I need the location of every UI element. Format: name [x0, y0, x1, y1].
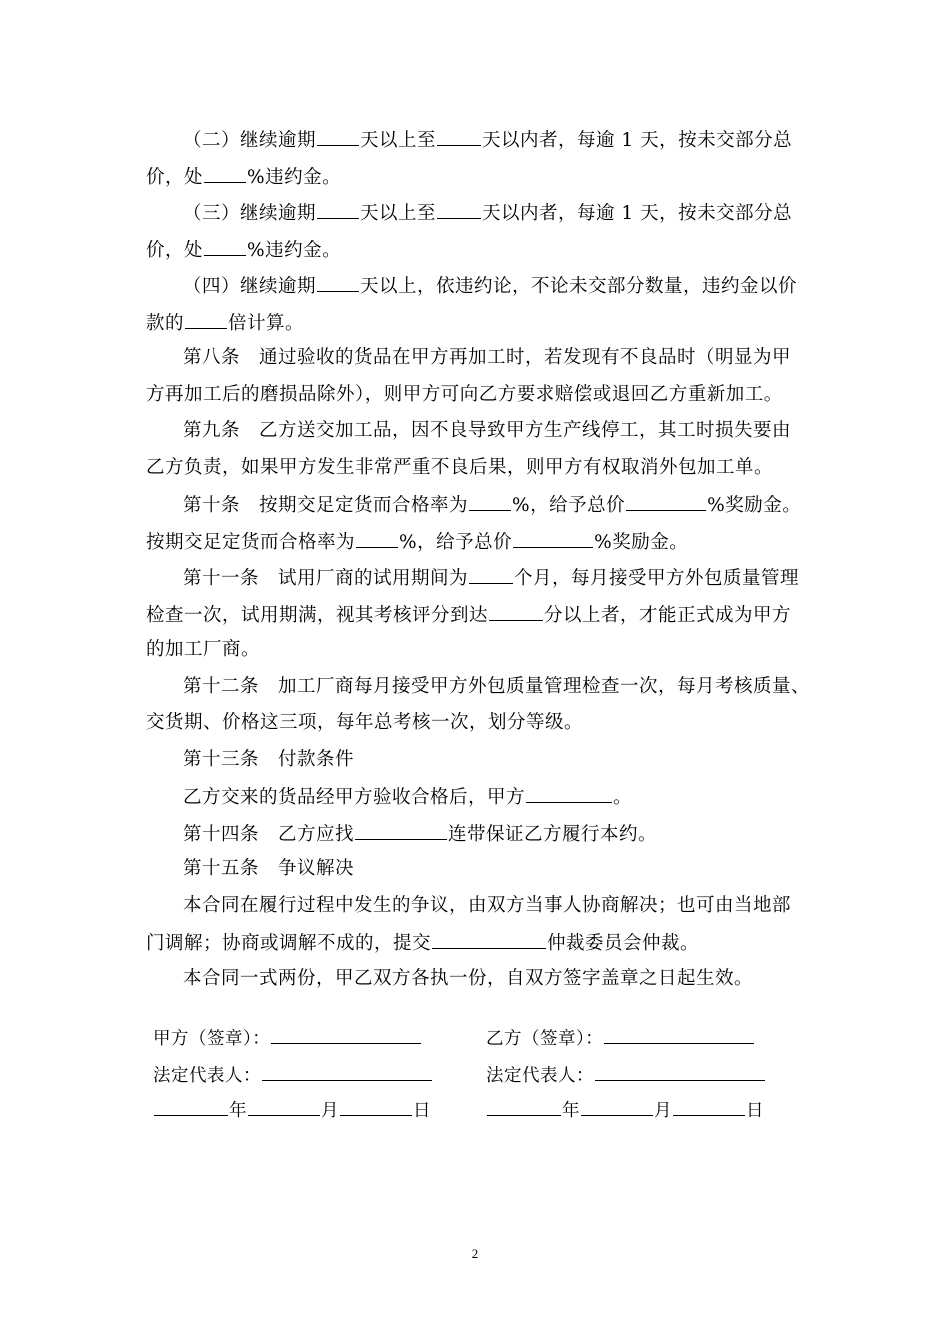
clause-8: 第八条 通过验收的货品在甲方再加工时，若发现有不良品时（明显为甲 — [183, 347, 792, 368]
party-a-rep-field[interactable] — [262, 1061, 432, 1081]
clause-12-cont: 交货期、价格这三项，每年总考核一次，划分等级。 — [146, 712, 584, 733]
party-b-signature: 乙方（签章）： — [486, 1024, 755, 1052]
party-b-rep-field[interactable] — [595, 1061, 765, 1081]
blank-field[interactable] — [437, 126, 481, 146]
blank-field[interactable] — [626, 491, 706, 511]
day-field[interactable] — [340, 1096, 412, 1116]
clause-7-item-4-cont: 款的 倍计算。 — [146, 309, 304, 337]
clause-13-body: 乙方交来的货品经甲方验收合格后，甲方 。 — [183, 783, 632, 811]
clause-7-item-4: （四）继续逾期 天以上，依违约论，不论未交部分数量，违约金以价 — [183, 272, 797, 300]
blank-field[interactable] — [356, 528, 398, 548]
month-field[interactable] — [581, 1096, 653, 1116]
blank-field[interactable] — [469, 491, 511, 511]
clause-13-heading: 第十三条 付款条件 — [183, 749, 355, 770]
blank-field[interactable] — [317, 199, 359, 219]
clause-12: 第十二条 加工厂商每月接受甲方外包质量管理检查一次，每月考核质量、 — [183, 676, 811, 697]
blank-field[interactable] — [432, 929, 546, 949]
clause-15-heading: 第十五条 争议解决 — [183, 858, 355, 879]
blank-field[interactable] — [469, 564, 513, 584]
blank-field[interactable] — [526, 783, 612, 803]
party-b-date: 年 月 日 — [486, 1096, 764, 1124]
clause-15-body: 本合同在履行过程中发生的争议，由双方当事人协商解决；也可由当地部 — [183, 895, 792, 916]
clause-15-body-cont: 门调解；协商或调解不成的，提交 仲裁委员会仲裁。 — [146, 929, 699, 957]
party-a-representative: 法定代表人： — [153, 1061, 433, 1089]
blank-field[interactable] — [489, 601, 543, 621]
clause-9: 第九条 乙方送交加工品，因不良导致甲方生产线停工，其工时损失要由 — [183, 420, 792, 441]
blank-field[interactable] — [204, 236, 246, 256]
clause-7-item-2-cont: 价，处 %违约金。 — [146, 163, 341, 191]
clause-7-item-3: （三）继续逾期 天以上至 天以内者，每逾 1 天，按未交部分总 — [183, 199, 792, 227]
clause-7-item-2: （二）继续逾期 天以上至 天以内者，每逾 1 天，按未交部分总 — [183, 126, 792, 154]
party-b-signature-field[interactable] — [604, 1024, 754, 1044]
party-a-signature-field[interactable] — [271, 1024, 421, 1044]
clause-10: 第十条 按期交足定货而合格率为 %，给予总价 %奖励金。 — [183, 491, 801, 519]
blank-field[interactable] — [204, 163, 246, 183]
month-field[interactable] — [248, 1096, 320, 1116]
party-a-signature: 甲方（签章）： — [153, 1024, 422, 1052]
blank-field[interactable] — [513, 528, 593, 548]
page-number: 2 — [471, 1246, 479, 1261]
blank-field[interactable] — [317, 126, 359, 146]
clause-14: 第十四条 乙方应找 连带保证乙方履行本约。 — [183, 820, 657, 848]
clause-7-item-3-cont: 价，处 %违约金。 — [146, 236, 341, 264]
year-field[interactable] — [487, 1096, 561, 1116]
blank-field[interactable] — [317, 272, 359, 292]
blank-field[interactable] — [185, 309, 227, 329]
clause-11: 第十一条 试用厂商的试用期间为 个月，每月接受甲方外包质量管理 — [183, 564, 799, 592]
clause-11-cont: 检查一次，试用期满，视其考核评分到达 分以上者，才能正式成为甲方 — [146, 601, 791, 629]
clause-10-cont: 按期交足定货而合格率为 %，给予总价 %奖励金。 — [146, 528, 688, 556]
party-a-date: 年 月 日 — [153, 1096, 431, 1124]
clause-8-cont: 方再加工后的磨损品除外），则甲方可向乙方要求赔偿或退回乙方重新加工。 — [146, 384, 783, 405]
clause-9-cont: 乙方负责，如果甲方发生非常严重不良后果，则甲方有权取消外包加工单。 — [146, 457, 774, 478]
party-b-representative: 法定代表人： — [486, 1061, 766, 1089]
closing-statement: 本合同一式两份，甲乙双方各执一份，自双方签字盖章之日起生效。 — [183, 968, 754, 989]
day-field[interactable] — [673, 1096, 745, 1116]
blank-field[interactable] — [355, 820, 447, 840]
clause-11-cont2: 的加工厂商。 — [146, 639, 261, 660]
year-field[interactable] — [154, 1096, 228, 1116]
blank-field[interactable] — [437, 199, 481, 219]
